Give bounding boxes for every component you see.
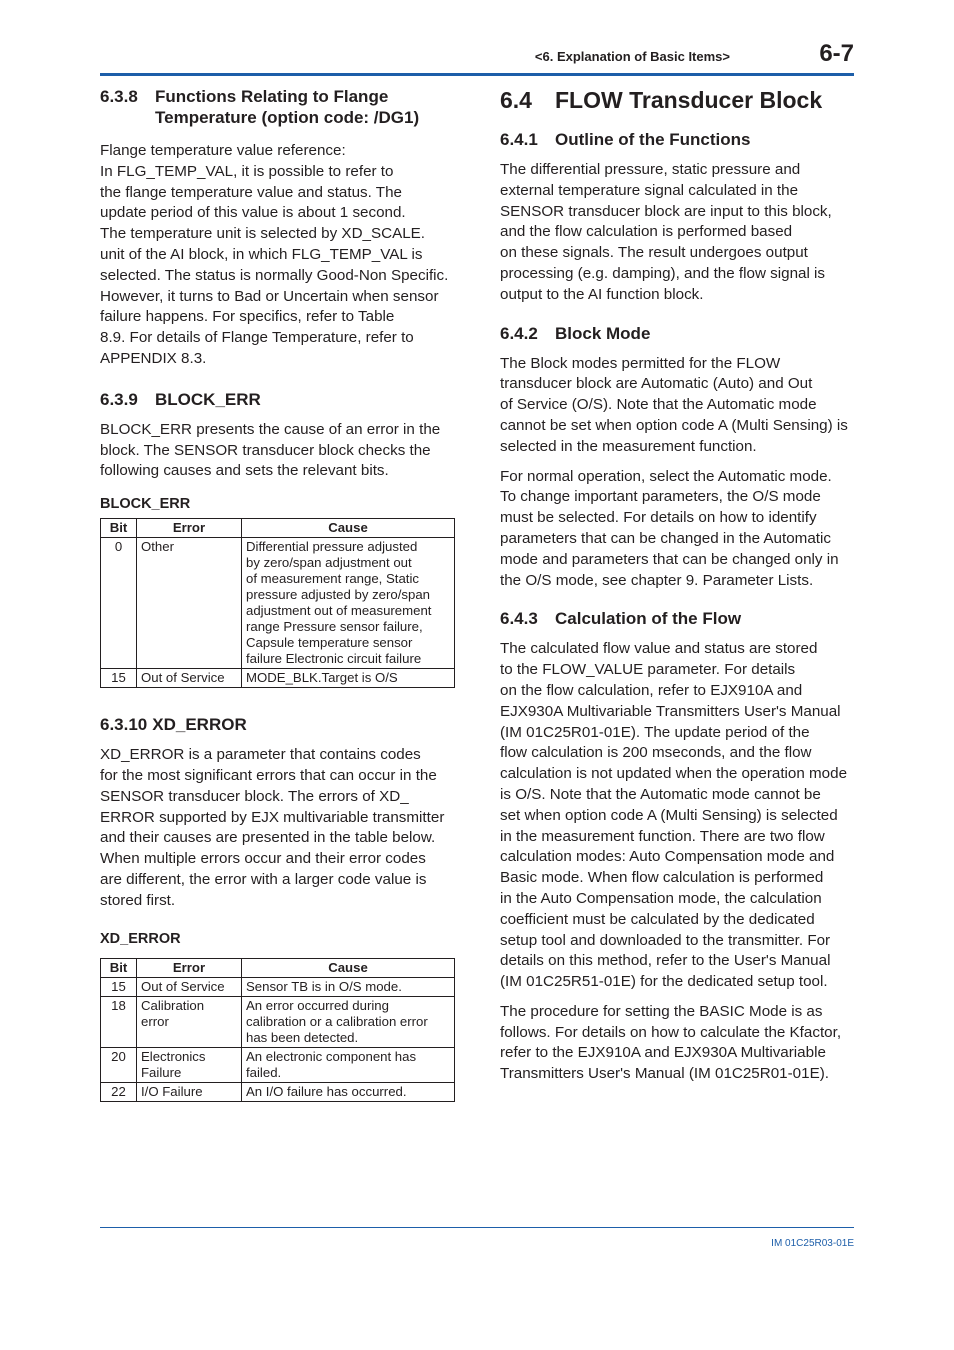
- heading-6-3-9: [100, 389, 456, 410]
- cell-cause: An I/O failure has occurred.: [242, 1082, 455, 1101]
- heading-6-4-3: [500, 608, 854, 629]
- heading-6-3-10: [100, 714, 456, 735]
- heading-6-3-8: [100, 86, 456, 128]
- column-header-bit: Bit: [101, 958, 137, 977]
- cell-error: Calibration error: [137, 996, 242, 1047]
- column-header-cause: Cause: [242, 958, 455, 977]
- column-header-bit: Bit: [101, 519, 137, 538]
- table-header-row: [101, 958, 455, 977]
- heading-number: 6.4.3: [500, 609, 538, 629]
- heading-6-4-2: [500, 323, 854, 344]
- paragraph-block-err: BLOCK_ERR presents the cause of an error in the block. The SENSOR transducer block checks the following causes and sets the relevant bits.: [100, 420, 441, 480]
- heading-title: XD_ERROR: [152, 715, 247, 735]
- paragraph-block-mode-1: The Block modes permitted for the FLOW transducer block are Automatic (Auto) and Out of Service (O/S). Note that the Automatic mode cannot be set when option code A (Multi Sensing) is selected in the measurement function.: [500, 354, 848, 455]
- table-row: [101, 1082, 455, 1101]
- cell-error: I/O Failure: [137, 1082, 242, 1101]
- xd-error-table: [100, 958, 455, 1102]
- cell-bit: 0: [101, 538, 137, 669]
- footer-rule: [100, 1227, 854, 1228]
- table-caption-block-err: BLOCK_ERR: [100, 496, 191, 513]
- cell-bit: 22: [101, 1082, 137, 1101]
- heading-number: 6.4.2: [500, 323, 538, 343]
- column-header-cause: Cause: [242, 519, 455, 538]
- paragraph-block-mode-2: For normal operation, select the Automatic mode. To change important parameters, the O/S mode must be selected. For details on how to identify parameters that can be changed in the Automatic mode and parameters that can be changed only in the O/S mode, see chapter 9. Parameter Lists.: [500, 467, 839, 589]
- table-header-row: [101, 519, 455, 538]
- cell-cause: An error occurred during calibration or a calibration error has been detected.: [242, 996, 455, 1047]
- paragraph-flow-calc-1: The calculated flow value and status are stored to the FLOW_VALUE parameter. For details on the flow calculation, refer to EJX910A and EJX930A Multivariable Transmitters User's Manual (IM 01C25R01-01E). The update period of the flow calculation is 200 mseconds, and the flow calculation is not updated when the operation mode is O/S. Note that the Automatic mode cannot be set when option code A (Multi Sensing) is selected in the measurement function. There are two flow calculation modes: Auto Compensation mode and Basic mode. When flow calculation is performed in the Auto Compensation mode, the calculation coefficient must be calculated by the dedicated setup tool and downloaded to the transmitter. For details on this method, refer to the User's Manual (IM 01C25R51-01E) for the dedicated setup tool.: [500, 640, 848, 991]
- paragraph-xd-error: XD_ERROR is a parameter that contains codes for the most significant errors that can occur in the SENSOR transducer block. The errors of XD_ ERROR supported by EJX multivariable transmitter and their causes are presented in the table below. When multiple errors occur and their error codes are different, the error with a larger code value is stored first.: [100, 746, 445, 909]
- heading-title: Calculation of the Flow: [555, 609, 742, 629]
- cell-cause: An electronic component has failed.: [242, 1047, 455, 1082]
- heading-6-4: [500, 86, 854, 114]
- cell-error: Out of Service: [137, 669, 242, 688]
- heading-6-4-1: [500, 129, 854, 150]
- heading-number: 6.3.8: [100, 87, 138, 106]
- cell-cause: Sensor TB is in O/S mode.: [242, 977, 455, 996]
- table-row: [101, 1047, 455, 1082]
- table-row: [101, 669, 455, 688]
- column-header-error: Error: [137, 958, 242, 977]
- heading-number: 6.3.10: [100, 715, 148, 735]
- header-rule: [100, 73, 854, 76]
- heading-title: Functions Relating to Flange Temperature (option code: /DG1): [155, 87, 420, 127]
- cell-error: Out of Service: [137, 977, 242, 996]
- cell-bit: 15: [101, 669, 137, 688]
- paragraph-flange-temp: Flange temperature value reference: In FLG_TEMP_VAL, it is possible to refer to the flange temperature value and status. The update period of this value is about 1 second. The temperature unit is selected by XD_SCALE. unit of the AI block, in which FLG_TEMP_VAL is selected. The status is normally Good-Non Specific. However, it turns to Bad or Uncertain when sensor failure happens. For specifics, refer to Table 8.9. For details of Flange Temperature, refer to APPENDIX 8.3.: [100, 142, 449, 367]
- heading-number: 6.3.9: [100, 389, 138, 409]
- page-number: 6-7: [819, 40, 854, 67]
- right-column: [500, 86, 854, 1085]
- block-err-table: [100, 518, 455, 688]
- paragraph-outline: The differential pressure, static pressure and external temperature signal calculated in the SENSOR transducer block are input to this block, and the flow calculation is performed based on these signals. The result undergoes output processing (e.g. damping), and the flow signal is output to the AI function block.: [500, 161, 832, 303]
- cell-error: Electronics Failure: [137, 1047, 242, 1082]
- cell-bit: 15: [101, 977, 137, 996]
- table-row: [101, 977, 455, 996]
- cell-cause: Differential pressure adjusted by zero/span adjustment out of measurement range, Static pressure adjusted by zero/span adjustment out of measurement range Pressure sensor failure, Capsule temperature sensor failure Electronic circuit failure: [242, 538, 455, 669]
- heading-title: Block Mode: [555, 323, 651, 343]
- cell-cause: MODE_BLK.Target is O/S: [242, 669, 455, 688]
- table-row: [101, 538, 455, 669]
- heading-title: Outline of the Functions: [555, 130, 751, 149]
- cell-bit: 18: [101, 996, 137, 1047]
- paragraph-flow-calc-2: The procedure for setting the BASIC Mode is as follows. For details on how to calculate the Kfactor, refer to the EJX910A and EJX930A Multivariable Transmitters User's Manual (IM 01C25R01-01E).: [500, 1002, 842, 1083]
- cell-error: Other: [137, 538, 242, 669]
- column-header-error: Error: [137, 519, 242, 538]
- document-id: IM 01C25R03-01E: [771, 1238, 854, 1249]
- heading-number: 6.4: [500, 87, 532, 113]
- heading-title: BLOCK_ERR: [155, 389, 261, 409]
- cell-bit: 20: [101, 1047, 137, 1082]
- left-column: [100, 86, 456, 1102]
- running-header: <6. Explanation of Basic Items>: [534, 49, 730, 64]
- table-row: [101, 996, 455, 1047]
- heading-title: FLOW Transducer Block: [555, 87, 823, 113]
- heading-number: 6.4.1: [500, 130, 538, 149]
- table-caption-xd-error: XD_ERROR: [100, 930, 181, 947]
